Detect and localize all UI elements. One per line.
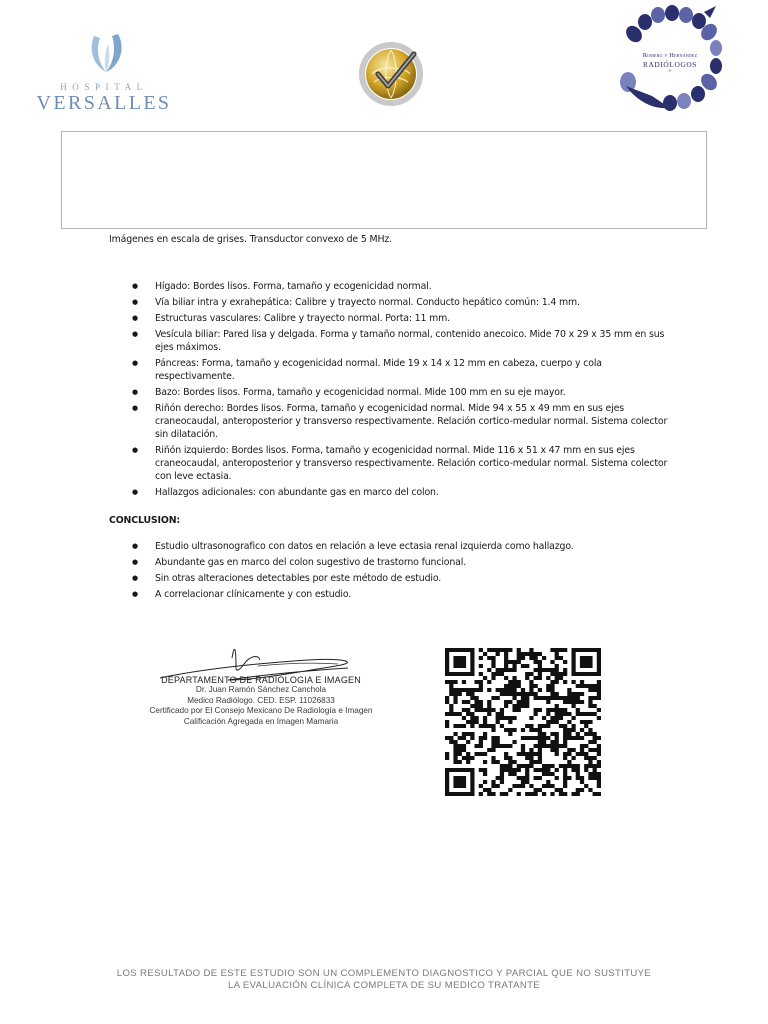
list-item: ● Abundante gas en marco del colon sugestivo de trastorno funcional.: [109, 556, 669, 569]
hospital-logo-mark-icon: [86, 32, 126, 76]
list-item: ● Riñón izquierdo: Bordes lisos. Forma, tamaño y ecogenicidad normal. Mide 116 x 51 x 47 mm en sus ejes craneocaudal, anteroposterior y transverso respectivamente. Relación cortico-medular normal. Sistema colector con leve ectasia.: [109, 444, 669, 483]
list-item: ● Hígado: Bordes lisos. Forma, tamaño y ecogenicidad normal.: [109, 280, 669, 293]
signature-doctor: Dr. Juan Ramón Sánchez Canchola: [195, 685, 327, 695]
qr-code-icon[interactable]: [445, 648, 601, 796]
list-item: ● Bazo: Bordes lisos. Forma, tamaño y ecogenicidad normal. Mide 100 mm en su eje mayor.: [109, 386, 669, 399]
rh-logo-line3: ®: [668, 68, 672, 73]
report-body: [109, 233, 669, 604]
disclaimer-line2: LA EVALUACIÓN CLÍNICA COMPLETA DE SU MEDICO TRATANTE: [227, 980, 541, 991]
signature-title: Medico Radiólogo. CED. ESP. 11026833: [187, 695, 335, 705]
list-item: ● Sin otras alteraciones detectables por este método de estudio.: [109, 572, 669, 585]
list-item: ● Estructuras vasculares: Calibre y trayecto normal. Porta: 11 mm.: [109, 312, 669, 325]
list-item: ● Estudio ultrasonografico con datos en relación a leve ectasia renal izquierda como hallazgo.: [109, 540, 669, 553]
list-item: ● Hallazgos adicionales: con abundante gas en marco del colon.: [109, 486, 669, 499]
disclaimer-line1: LOS RESULTADO DE ESTE ESTUDIO SON UN COMPLEMENTO DIAGNOSTICO Y PARCIAL QUE NO SUSTITUYE: [116, 968, 652, 979]
qr-code-modules: [445, 648, 601, 796]
romero-hernandez-radiologos-logo: [612, 4, 728, 112]
list-item: ● Vesícula biliar: Pared lisa y delgada. Forma y tamaño normal, contenido anecoico. Mide 70 x 29 x 35 mm en sus ejes máximos.: [109, 328, 669, 354]
signature-certification: Certificado por El Consejo Mexicano De Radiología e Imagen: [149, 706, 373, 716]
technique-text: Imágenes en escala de grises. Transductor convexo de 5 MHz.: [109, 234, 392, 245]
patient-info-box: [61, 131, 707, 229]
hospital-logo-text-bottom: VERSALLES: [36, 92, 172, 114]
disclaimer: [80, 968, 688, 992]
hospital-logo-text-top: HOSPITAL: [60, 82, 148, 92]
conclusion-list: [109, 540, 669, 601]
rh-logo-line2: RADIÓLOGOS: [642, 60, 698, 69]
signature-department: DEPARTAMENTO DE RADIOLOGIA E IMAGEN: [161, 675, 361, 685]
list-item: ● Páncreas: Forma, tamaño y ecogenicidad normal. Mide 19 x 14 x 12 mm en cabeza, cuerpo y cola respectivamente.: [109, 357, 669, 383]
rh-logo-line1: Romero y Hernández: [642, 52, 698, 59]
signature-block: [108, 640, 414, 732]
conclusion-heading: CONCLUSION:: [109, 515, 180, 526]
list-item: ● Vía biliar intra y exrahepática: Calibre y trayecto normal. Conducto hepático común: 1.4 mm.: [109, 296, 669, 309]
certification-seal-icon: [358, 36, 424, 116]
signature-qualification: Calificación Agregada en Imagen Mamaria: [183, 716, 339, 726]
findings-list: [109, 280, 669, 499]
list-item: ● A correlacionar clínicamente y con estudio.: [109, 588, 669, 601]
hospital-versalles-logo: [34, 30, 174, 114]
list-item: ● Riñón derecho: Bordes lisos. Forma, tamaño y ecogenicidad normal. Mide 94 x 55 x 49 mm en sus ejes craneocaudal, anteroposterior y transverso respectivamente. Relación cortico-medular normal. Sistema colector sin dilatación.: [109, 402, 669, 441]
